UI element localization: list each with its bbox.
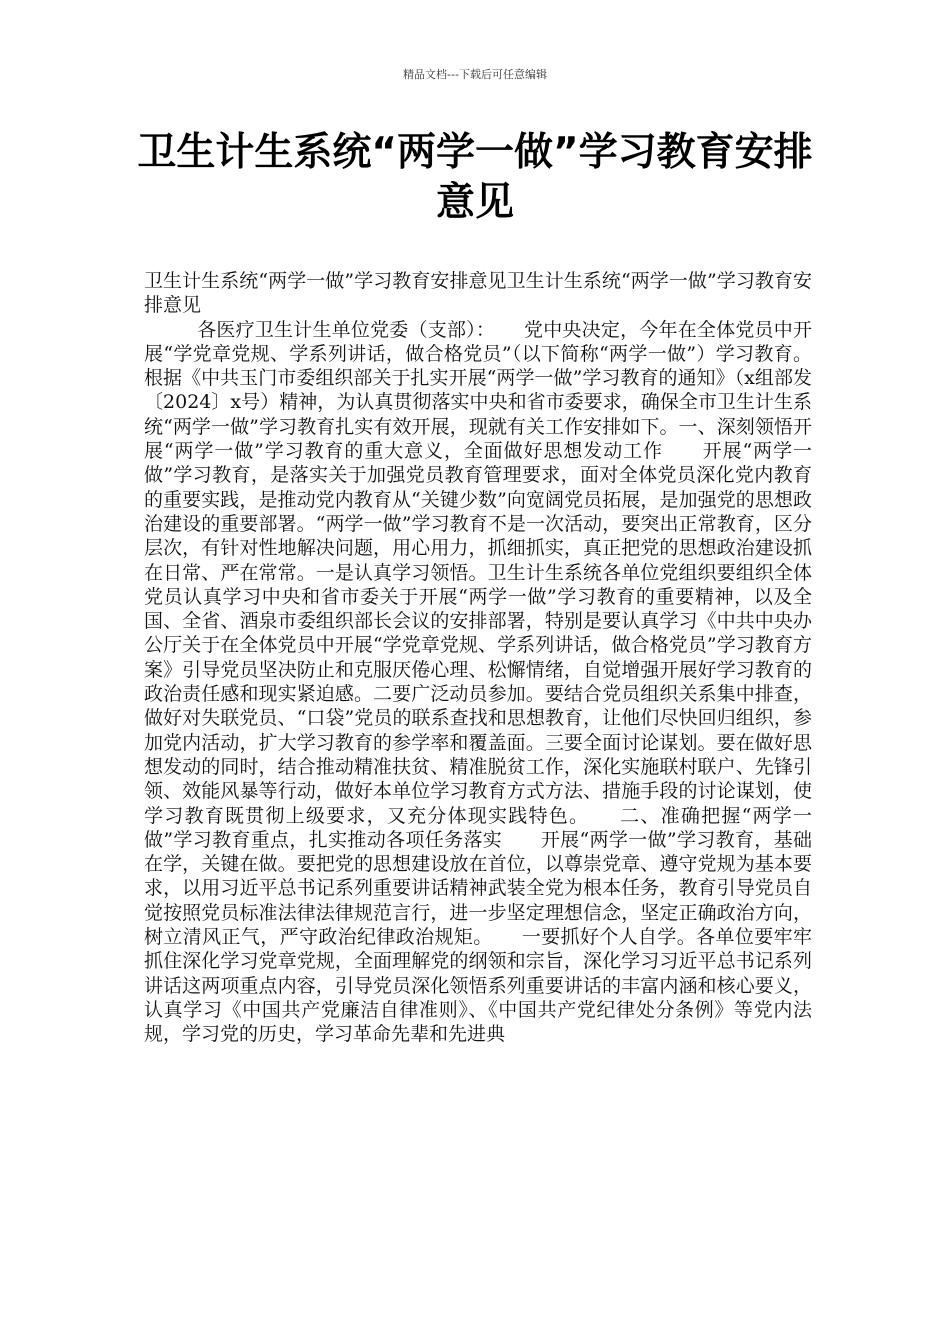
- page-header-note: 精品文档---下载后可任意编辑: [403, 68, 547, 81]
- paragraph-intro: 卫生计生系统“两学一做”学习教育安排意见卫生计生系统“两学一做”学习教育安排意见: [144, 270, 812, 317]
- document-title: 卫生计生系统“两学一做”学习教育安排意见: [137, 130, 813, 225]
- document-body: [144, 269, 812, 1047]
- paragraph-main: 各医疗卫生计生单位党委（支部）： 党中央决定，今年在全体党员中开展“学党章党规、学系列讲话，做合格党员”（以下简称“两学一做”）学习教育。根据《中共玉门市委组织部关于扎实开展“两学一做”学习教育的通知》（x组部发〔2024〕x号）精神，为认真贯彻落实中央和省市委要求，确保全市卫生计生系统“两学一做”学习教育扎实有效开展，现就有关工作安排如下。一、深刻领悟开展“两学一做”学习教育的重大意义，全面做好思想发动工作 开展“两学一做”学习教育，是落实关于加强党员教育管理要求，面对全体党员深化党内教育的重要实践，是推动党内教育从“关键少数”向宽阔党员拓展，是加强党的思想政治建设的重要部署。“两学一做”学习教育不是一次活动，要突出正常教育，区分层次，有针对性地解决问题，用心用力，抓细抓实，真正把党的思想政治建设抓在日常、严在常常。一是认真学习领悟。卫生计生系统各单位党组织要组织全体党员认真学习中央和省市委关于开展“两学一做”学习教育的重要精神，以及全国、全省、酒泉市委组织部长会议的安排部署，特别是要认真学习《中共中央办公厅关于在全体党员中开展“学党章党规、学系列讲话，做合格党员”学习教育方案》引导党员坚决防止和克服厌倦心理、松懈情绪，自觉增强开展好学习教育的政治责任感和现实紧迫感。二要广泛动员参加。要结合党员组织关系集中排查，做好对失联党员、“口袋”党员的联系查找和思想教育，让他们尽快回归组织，参加党内活动，扩大学习教育的参学率和覆盖面。三要全面讨论谋划。要在做好思想发动的同时，结合推动精准扶贫、精准脱贫工作，深化实施联村联户、先锋引领、效能风暴等行动，做好本单位学习教育方式方法、措施手段的讨论谋划，使学习教育既贯彻上级要求，又充分体现实践特色。 二、准确把握“两学一做”学习教育重点，扎实推动各项任务落实 开展“两学一做”学习教育，基础在学，关键在做。要把党的思想建设放在首位，以尊崇党章、遵守党规为基本要求，以用习近平总书记系列重要讲话精神武装全党为根本任务，教育引导党员自觉按照党员标准法律法律规范言行，进一步坚定理想信念，坚定正确政治方向，树立清风正气，严守政治纪律政治规矩。 一要抓好个人自学。各单位要牢牢抓住深化学习党章党规，全面理解党的纲领和宗旨，深化学习习近平总书记系列讲话这两项重点内容，引导党员深化领悟系列重要讲话的丰富内涵和核心要义，认真学习《中国共产党廉洁自律准则》、《中国共产党纪律处分条例》等党内法规，学习党的历史，学习革命先辈和先进典: [144, 318, 812, 1046]
